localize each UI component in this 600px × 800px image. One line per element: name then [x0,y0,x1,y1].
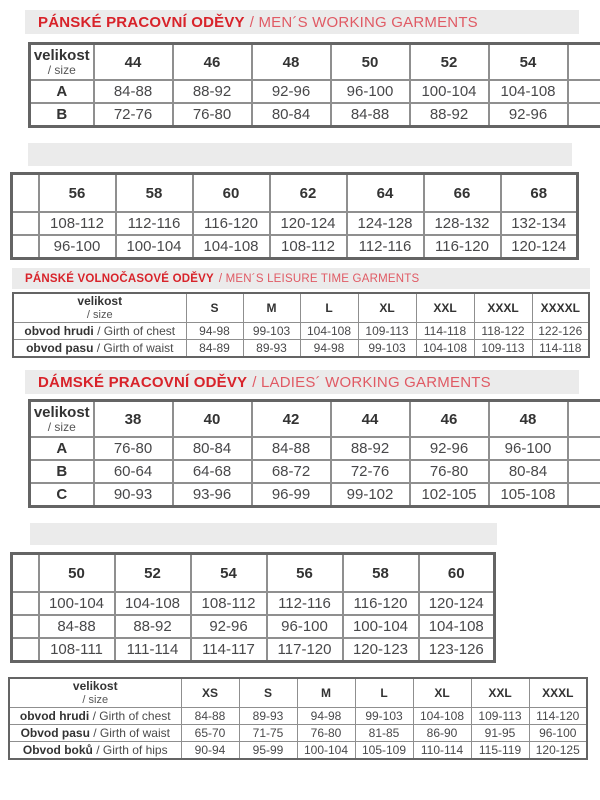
cell: 96-100 [331,80,410,103]
section-title-mens-working [25,10,579,34]
cell: 80-84 [173,437,252,460]
row-label [9,742,181,760]
size-header-cell [9,678,181,708]
separator-bar [30,523,497,545]
table-header-row [12,554,495,593]
cell: 95-99 [239,742,297,760]
row-label: C [30,483,94,507]
cell: 99-103 [355,708,413,725]
column-header: S [239,678,297,708]
separator-bar [28,143,572,166]
row-label [9,708,181,725]
cell: 84-89 [186,340,243,358]
velikost-label: velikost [33,403,90,421]
cell: 92-96 [489,103,568,127]
size-label: / size [47,63,76,78]
cell: 93-96 [173,483,252,507]
column-header: 54 [191,554,267,593]
cell: 109-113 [474,340,532,358]
cell: 84-88 [181,708,239,725]
velikost-label: velikost [72,679,118,694]
table-row [9,725,587,742]
cell: 91-95 [471,725,529,742]
cell: 105-109 [355,742,413,760]
table-row [12,592,495,615]
cell: 86-90 [413,725,471,742]
column-header: XXXL [474,293,532,323]
table-row [12,235,578,259]
cell: 96-100 [267,615,343,638]
column-header: 44 [331,401,410,438]
section-title-mens-leisure [12,268,590,289]
column-header: 66 [424,174,501,213]
cropped-column-cell [568,103,600,127]
cell: 112-116 [267,592,343,615]
cell: 124-128 [347,212,424,235]
column-header: XXL [471,678,529,708]
row-label [13,340,186,358]
size-label: / size [82,693,109,706]
column-header: XXXXL [532,293,589,323]
cell: 96-99 [252,483,331,507]
column-header: 42 [252,401,331,438]
cropped-column-cell [568,437,600,460]
column-header: M [297,678,355,708]
cropped-column-cell [568,44,600,81]
column-header: 50 [39,554,115,593]
cell: 108-111 [39,638,115,662]
cell: 132-134 [501,212,578,235]
column-header: 38 [94,401,173,438]
size-label: / size [47,420,76,435]
column-header: XL [413,678,471,708]
section-title-czech: PÁNSKÉ VOLNOČASOVÉ ODĚVY [25,272,214,285]
cropped-column-cell [12,615,39,638]
section-title-ladies-working [25,370,579,394]
cell: 123-126 [419,638,495,662]
row-label-czech: Obvod boků [22,743,93,757]
cell: 81-85 [355,725,413,742]
cell: 108-112 [191,592,267,615]
cell: 92-96 [191,615,267,638]
cell: 76-80 [297,725,355,742]
cell: 122-126 [532,323,589,340]
cell: 100-104 [116,235,193,259]
cell: 104-108 [489,80,568,103]
cell: 84-88 [252,437,331,460]
size-label: / size [86,308,113,321]
cell: 114-118 [416,323,474,340]
cell: 114-118 [532,340,589,358]
cell: 94-98 [297,708,355,725]
cell: 68-72 [252,460,331,483]
column-header: 48 [489,401,568,438]
cell: 76-80 [173,103,252,127]
cropped-column-cell [568,460,600,483]
column-header: XXXL [529,678,587,708]
section-title-english: / LADIES´ WORKING GARMENTS [252,373,491,391]
column-header: 50 [331,44,410,81]
row-label-czech: obvod hrudi [24,324,94,338]
table-row [9,742,587,760]
cell: 116-120 [424,235,501,259]
cell: 84-88 [94,80,173,103]
cell: 112-116 [347,235,424,259]
ladies-working-size-table-1 [28,399,600,508]
cell: 120-123 [343,638,419,662]
cell: 88-92 [173,80,252,103]
cell: 100-104 [297,742,355,760]
table-row [30,103,600,127]
mens-working-size-table-2 [10,172,579,260]
table-header-row [30,44,600,81]
size-header-cell [30,44,94,81]
table-header-row [30,401,600,438]
cell: 80-84 [252,103,331,127]
cropped-column-cell [12,235,39,259]
cell: 65-70 [181,725,239,742]
row-label-czech: obvod pasu [26,341,94,355]
cell: 90-94 [181,742,239,760]
column-header: XXL [416,293,474,323]
column-header: 60 [193,174,270,213]
cell: 89-93 [243,340,300,358]
cell: 104-108 [115,592,191,615]
cell: 96-100 [489,437,568,460]
column-header: 58 [116,174,193,213]
cell: 64-68 [173,460,252,483]
cell: 114-120 [529,708,587,725]
column-header: L [355,678,413,708]
cell: 108-112 [270,235,347,259]
cell: 120-125 [529,742,587,760]
row-label-czech: Obvod pasu [20,726,90,740]
table-row [13,340,589,358]
row-label-english: / Girth of chest [97,324,176,338]
cell: 88-92 [115,615,191,638]
column-header: 62 [270,174,347,213]
cell: 105-108 [489,483,568,507]
cell: 72-76 [331,460,410,483]
column-header: S [186,293,243,323]
row-label: B [30,460,94,483]
column-header: 46 [173,44,252,81]
cell: 116-120 [343,592,419,615]
column-header: 68 [501,174,578,213]
column-header: 48 [252,44,331,81]
column-header: XL [358,293,416,323]
table-header-row [13,293,589,323]
cell: 108-112 [39,212,116,235]
cell: 96-100 [39,235,116,259]
cell: 92-96 [410,437,489,460]
cell: 84-88 [331,103,410,127]
row-label-english: / Girth of hips [96,743,168,757]
column-header: 52 [410,44,489,81]
table-row [9,708,587,725]
size-header-cell [13,293,186,323]
cell: 94-98 [300,340,358,358]
cropped-column-cell [568,80,600,103]
table-header-row [9,678,587,708]
cell: 128-132 [424,212,501,235]
column-header: 58 [343,554,419,593]
column-header: 60 [419,554,495,593]
column-header: 46 [410,401,489,438]
cell: 99-102 [331,483,410,507]
cell: 100-104 [343,615,419,638]
column-header: 54 [489,44,568,81]
cell: 76-80 [410,460,489,483]
cell: 94-98 [186,323,243,340]
table-row [12,615,495,638]
column-header: 52 [115,554,191,593]
cell: 90-93 [94,483,173,507]
cell: 84-88 [39,615,115,638]
cell: 92-96 [252,80,331,103]
velikost-label: velikost [77,294,123,309]
cell: 60-64 [94,460,173,483]
ladies-working-size-table-2 [10,552,496,663]
cell: 102-105 [410,483,489,507]
cell: 80-84 [489,460,568,483]
row-label-czech: obvod hrudi [19,709,90,723]
cell: 120-124 [501,235,578,259]
cell: 104-108 [419,615,495,638]
cell: 89-93 [239,708,297,725]
table-row [30,80,600,103]
cropped-column-cell [12,174,39,213]
row-label [13,323,186,340]
cell: 104-108 [193,235,270,259]
cropped-column-cell [12,212,39,235]
cropped-column-cell [12,592,39,615]
cropped-column-cell [568,401,600,438]
cell: 104-108 [413,708,471,725]
cell: 76-80 [94,437,173,460]
column-header: 64 [347,174,424,213]
column-header: M [243,293,300,323]
cell: 99-103 [358,340,416,358]
cell: 88-92 [331,437,410,460]
table-row [13,323,589,340]
cell: 99-103 [243,323,300,340]
row-label: A [30,80,94,103]
row-label-english: / Girth of waist [96,341,174,355]
size-header-cell [30,401,94,438]
table-row [30,460,600,483]
section-title-czech: DÁMSKÉ PRACOVNÍ ODĚVY [38,373,248,391]
cell: 111-114 [115,638,191,662]
row-label: B [30,103,94,127]
cell: 100-104 [410,80,489,103]
column-header: 56 [39,174,116,213]
column-header: 40 [173,401,252,438]
column-header: 44 [94,44,173,81]
cell: 115-119 [471,742,529,760]
cropped-column-cell [12,554,39,593]
cell: 116-120 [193,212,270,235]
cell: 109-113 [358,323,416,340]
cell: 112-116 [116,212,193,235]
ladies-measurements-table [8,677,588,760]
table-row [12,212,578,235]
row-label-english: / Girth of chest [92,709,171,723]
row-label-english: / Girth of waist [93,726,170,740]
cell: 120-124 [270,212,347,235]
table-row [30,437,600,460]
cell: 71-75 [239,725,297,742]
cell: 120-124 [419,592,495,615]
cell: 109-113 [471,708,529,725]
cell: 118-122 [474,323,532,340]
cell: 110-114 [413,742,471,760]
cell: 96-100 [529,725,587,742]
table-row [12,638,495,662]
cell: 88-92 [410,103,489,127]
cell: 100-104 [39,592,115,615]
section-title-english: / MEN´S LEISURE TIME GARMENTS [218,272,420,285]
column-header: L [300,293,358,323]
column-header: XS [181,678,239,708]
table-row [30,483,600,507]
cell: 72-76 [94,103,173,127]
velikost-label: velikost [33,46,90,64]
section-title-czech: PÁNSKÉ PRACOVNÍ ODĚVY [38,13,245,31]
cell: 114-117 [191,638,267,662]
cell: 117-120 [267,638,343,662]
column-header: 56 [267,554,343,593]
cell: 104-108 [416,340,474,358]
cropped-column-cell [12,638,39,662]
cropped-column-cell [568,483,600,507]
cell: 104-108 [300,323,358,340]
row-label [9,725,181,742]
mens-working-size-table-1 [28,42,600,128]
row-label: A [30,437,94,460]
section-title-english: / MEN´S WORKING GARMENTS [249,13,478,31]
mens-leisure-size-table [12,292,590,358]
table-header-row [12,174,578,213]
